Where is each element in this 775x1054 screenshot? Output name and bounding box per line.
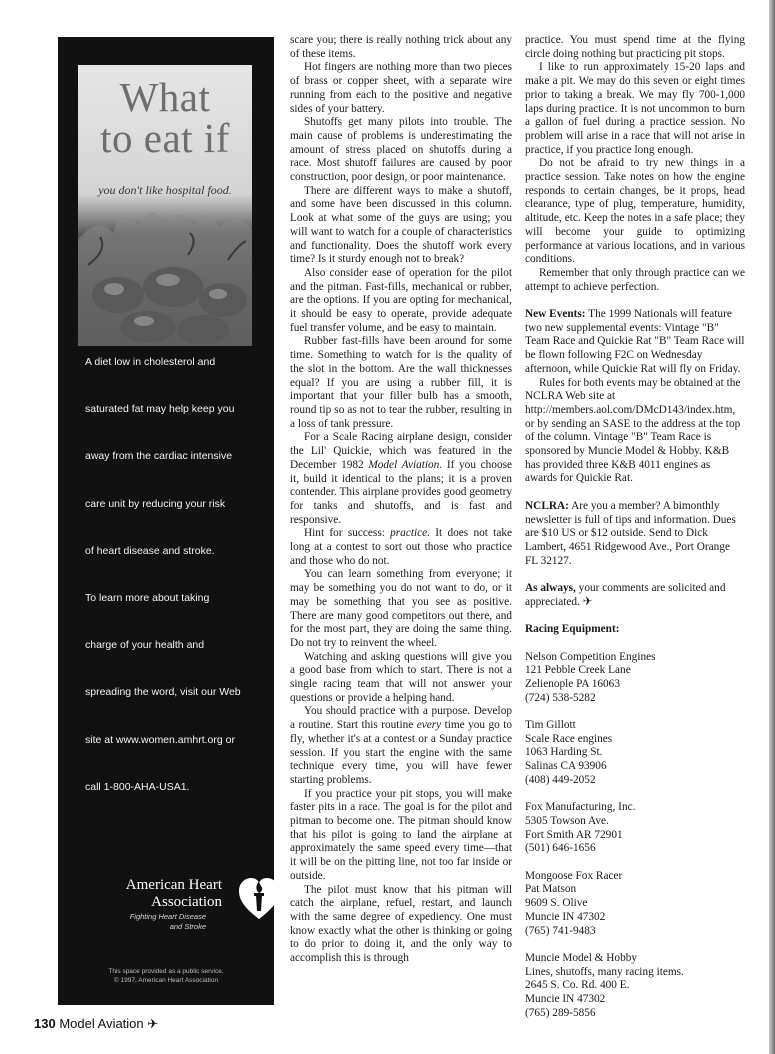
aha-advertisement xyxy=(58,37,274,1005)
article-column-middle xyxy=(290,34,512,966)
supplier-line: 9609 S. Olive xyxy=(525,897,588,910)
supplier-line: Zelienople PA 16063 xyxy=(525,677,620,690)
supplier-line: Salinas CA 93906 xyxy=(525,760,607,773)
supplier-entry xyxy=(525,719,745,788)
aha-name-line-1: American Heart xyxy=(125,877,222,893)
supplier-line: (765) 741-9483 xyxy=(525,924,596,937)
aha-tagline-line-2: and Stroke xyxy=(169,922,206,931)
text-run: Are you a member? A bimonthly newsletter is full of tips and information. Dues are $10 US or $12 outside. Send to Dick Lambert, 4651 Ridgewood Ave., Port Orange FL 32127. xyxy=(525,499,736,567)
paragraph: Also consider ease of operation for the pilot and the pitman. Fast-fills, mechanical or rubber, are the options. If you are opting for mechanical, it should be easy to operate, provide adequate fuel transfer volume, and be easy to maintain. xyxy=(290,266,512,334)
supplier-line: Muncie IN 47302 xyxy=(525,910,606,923)
text-run: For a Scale Racing airplane design, consider the Lil' Quickie, which was featured in the December 1982 xyxy=(290,431,512,471)
paragraph: Do not be afraid to try new things in a practice session. Take notes on how the engine responds to certain changes, be it props, head clearance, type of plug, temperature, humidity, altitude, etc. Keep the notes in a safe place; they will become your guide to optimizing performance at various locations, and in various conditions. xyxy=(525,157,745,266)
text-run: It does not take long at a contest to sort out those who practice and those who do not. xyxy=(290,527,512,567)
text-run: If you choose it, build it identical to the plans; it is a proven contender. This airplane provides good geometry for tanks and shutoffs, and is fast and responsive. xyxy=(290,458,512,526)
section-heading: New Events: xyxy=(525,308,586,321)
ad-photo xyxy=(78,65,252,346)
nclra-paragraph xyxy=(525,500,745,569)
supplier-line: Muncie Model & Hobby xyxy=(525,951,638,964)
supplier-line: (724) 538-5282 xyxy=(525,691,596,704)
text-run: The 1999 Nationals will feature two new supplemental events: Vintage "B" Team Race and Quickie Rat "B" Team Race will be flown following F2C on Wednesday afternoon, while Quickie Rat will fly on Friday. xyxy=(525,308,745,375)
paragraph xyxy=(290,431,512,527)
page-folio xyxy=(34,1016,158,1032)
ad-headline xyxy=(78,74,252,161)
section-heading: As always, xyxy=(525,582,576,595)
paragraph: If you practice your pit stops, you will make faster pits in a race. The goal is for the pilot and pitman to become one. The pitman should know that his pilot is going to land the airplane at approximately the same speed every time—that it will be on the pitting line, not too far inside or outside. xyxy=(290,787,512,882)
supplier-line: Fort Smith AR 72901 xyxy=(525,828,623,841)
section-heading: Racing Equipment: xyxy=(525,623,620,636)
ad-credit-line-1: This space provided as a public service. xyxy=(108,968,224,975)
paragraph: practice. You must spend time at the flying circle doing nothing but practicing pit stops. xyxy=(525,34,745,60)
ad-body-line: site at www.women.amhrt.org or xyxy=(85,733,235,746)
article-column-right xyxy=(525,34,745,1020)
aha-tagline xyxy=(88,912,206,932)
supplier-line: Nelson Competition Engines xyxy=(525,650,656,663)
text-run: Hint for success: xyxy=(304,527,391,540)
page-edge-shadow xyxy=(769,0,775,1054)
ad-body-line: of heart disease and stroke. xyxy=(85,544,215,557)
text-run: You should practice with a purpose. Develop a routine. Start this routine xyxy=(290,705,512,732)
section-heading: NCLRA: xyxy=(525,499,569,512)
italic-text: Model Aviation. xyxy=(368,458,443,471)
ad-headline-line-1: What xyxy=(119,74,211,120)
ad-credit xyxy=(58,967,274,985)
supplier-line: 121 Pebble Creek Lane xyxy=(525,664,631,677)
paragraph: Hot fingers are nothing more than two pieces of brass or copper sheet, with a separate wire running from each to the positive and negative sides of your battery. xyxy=(290,61,512,115)
ad-body-line: To learn more about taking xyxy=(85,591,210,604)
supplier-line: Muncie IN 47302 xyxy=(525,993,606,1006)
supplier-line: (408) 449-2052 xyxy=(525,773,596,786)
paragraph: Rubber fast-fills have been around for some time. Something to watch for is the quality of the slot in the bottom. Are the wall thicknesses equal? If you are using a rubber fill, it is important that your filler bulb has a smooth, round tip so as not to tear the rubber, resulting in a loss of tank pressure. xyxy=(290,335,512,430)
paragraph xyxy=(290,705,512,787)
aha-name xyxy=(88,877,222,911)
paragraph: The pilot must know that his pitman will catch the airplane, refuel, restart, and launch with the same degree of expediency. One must know exactly what the other is thinking or going to do prior to doing it, and the only way to accomplish this is through xyxy=(290,883,512,965)
supplier-line: 1063 Harding St. xyxy=(525,746,603,759)
new-events-paragraph xyxy=(525,308,745,377)
supplier-line: (501) 646-1656 xyxy=(525,842,596,855)
paragraph: Rules for both events may be obtained at the NCLRA Web site at http://members.aol.com/DMcD143/index.htm, or by sending an SASE to the address at the top of the column. Vintage "B" Team Race is sponsored by Muncie Model & Hobby. K&B has provided three K&B 4011 engines as awards for Quickie Rat. xyxy=(525,376,741,485)
ad-body-line: care unit by reducing your risk xyxy=(85,497,226,510)
ad-body-text xyxy=(85,355,265,827)
supplier-entry xyxy=(525,952,745,1021)
page-number: 130 xyxy=(34,1016,56,1031)
closing-paragraph xyxy=(525,582,745,609)
supplier-line: Scale Race engines xyxy=(525,732,613,745)
italic-text: every xyxy=(416,719,442,732)
paragraph: I like to run approximately 15-20 laps and make a pit. We may do this seven or eight times prior to taking a break. We may fly 700-1,000 laps during practice. It is not uncommon to burn a gallon of fuel during a practice session. No problem will arise in a race that will not arise in practice, if you practice long enough. xyxy=(525,61,745,156)
paragraph: You can learn something from everyone; it may be something you do not want to do, or it may be something that you see as positive. There are many good competitors out there, and for the most part, they are doing the same thing. Do not try to reinvent the wheel. xyxy=(290,568,512,649)
ad-body-line: call 1-800-AHA-USA1. xyxy=(85,780,190,793)
supplier-line: Tim Gillott xyxy=(525,719,576,732)
ad-credit-line-2: © 1997, American Heart Association xyxy=(113,977,219,984)
aha-logo-block xyxy=(88,877,268,937)
airplane-icon: ✈ xyxy=(582,595,593,608)
ad-body-line: spreading the word, visit our Web xyxy=(85,686,241,699)
supplier-line: Mongoose Fox Racer xyxy=(525,869,623,882)
ad-body-line: away from the cardiac intensive xyxy=(85,450,233,463)
paragraph: scare you; there is really nothing trick about any of these items. xyxy=(290,34,512,60)
heart-torch-icon xyxy=(238,871,274,921)
ad-body-line: charge of your health and xyxy=(85,639,205,652)
italic-text: practice. xyxy=(390,527,430,540)
magazine-name: Model Aviation xyxy=(59,1016,144,1031)
supplier-line: (765) 289-5856 xyxy=(525,1006,596,1019)
supplier-entry xyxy=(525,651,745,706)
supplier-line: Fox Manufacturing, Inc. xyxy=(525,801,636,814)
paragraph: Watching and asking questions will give you a good base from which to start. There is not a single racing team that will not answer your questions or provide a helping hand. xyxy=(290,650,512,704)
ad-headline-line-2: to eat if xyxy=(100,115,230,161)
supplier-line: Lines, shutoffs, many racing items. xyxy=(525,965,684,978)
aha-name-line-2: Association xyxy=(151,894,222,910)
text-run: time you go to fly, whether it's at a contest or a Sunday practice session. If you start the engine with the same technique every time, you will have fewer starting problems. xyxy=(290,719,512,786)
supplier-entry xyxy=(525,870,745,939)
ad-subheadline: you don't like hospital food. xyxy=(98,183,232,197)
racing-equipment-heading xyxy=(525,623,745,637)
airplane-icon: ✈ xyxy=(147,1016,159,1031)
paragraph: Shutoffs get many pilots into trouble. The main cause of problems is underestimating the amount of stress placed on shutoffs during a race. Most shutoff failures are caused by poor construction, poor design, or poor maintenance. xyxy=(290,116,512,184)
aha-tagline-line-1: Fighting Heart Disease xyxy=(129,912,206,921)
ad-body-line: saturated fat may help keep you xyxy=(85,403,235,416)
supplier-line: Pat Matson xyxy=(525,883,577,896)
paragraph: There are different ways to make a shutoff, and some have been discussed in this column. Look at what some of the guys are using; you will want to watch for a couple of characteristics and functionality. Does the shutoff work every time? Is it sturdy enough not to break? xyxy=(290,184,512,266)
supplier-line: 5305 Towson Ave. xyxy=(525,814,609,827)
supplier-line: 2645 S. Co. Rd. 400 E. xyxy=(525,979,630,992)
text-run: your comments are solicited and appreciated. xyxy=(525,582,726,608)
supplier-entry xyxy=(525,801,745,856)
paragraph xyxy=(290,527,512,568)
ad-body-line: A diet low in cholesterol and xyxy=(85,356,216,368)
paragraph: Remember that only through practice can we attempt to achieve perfection. xyxy=(525,266,745,293)
